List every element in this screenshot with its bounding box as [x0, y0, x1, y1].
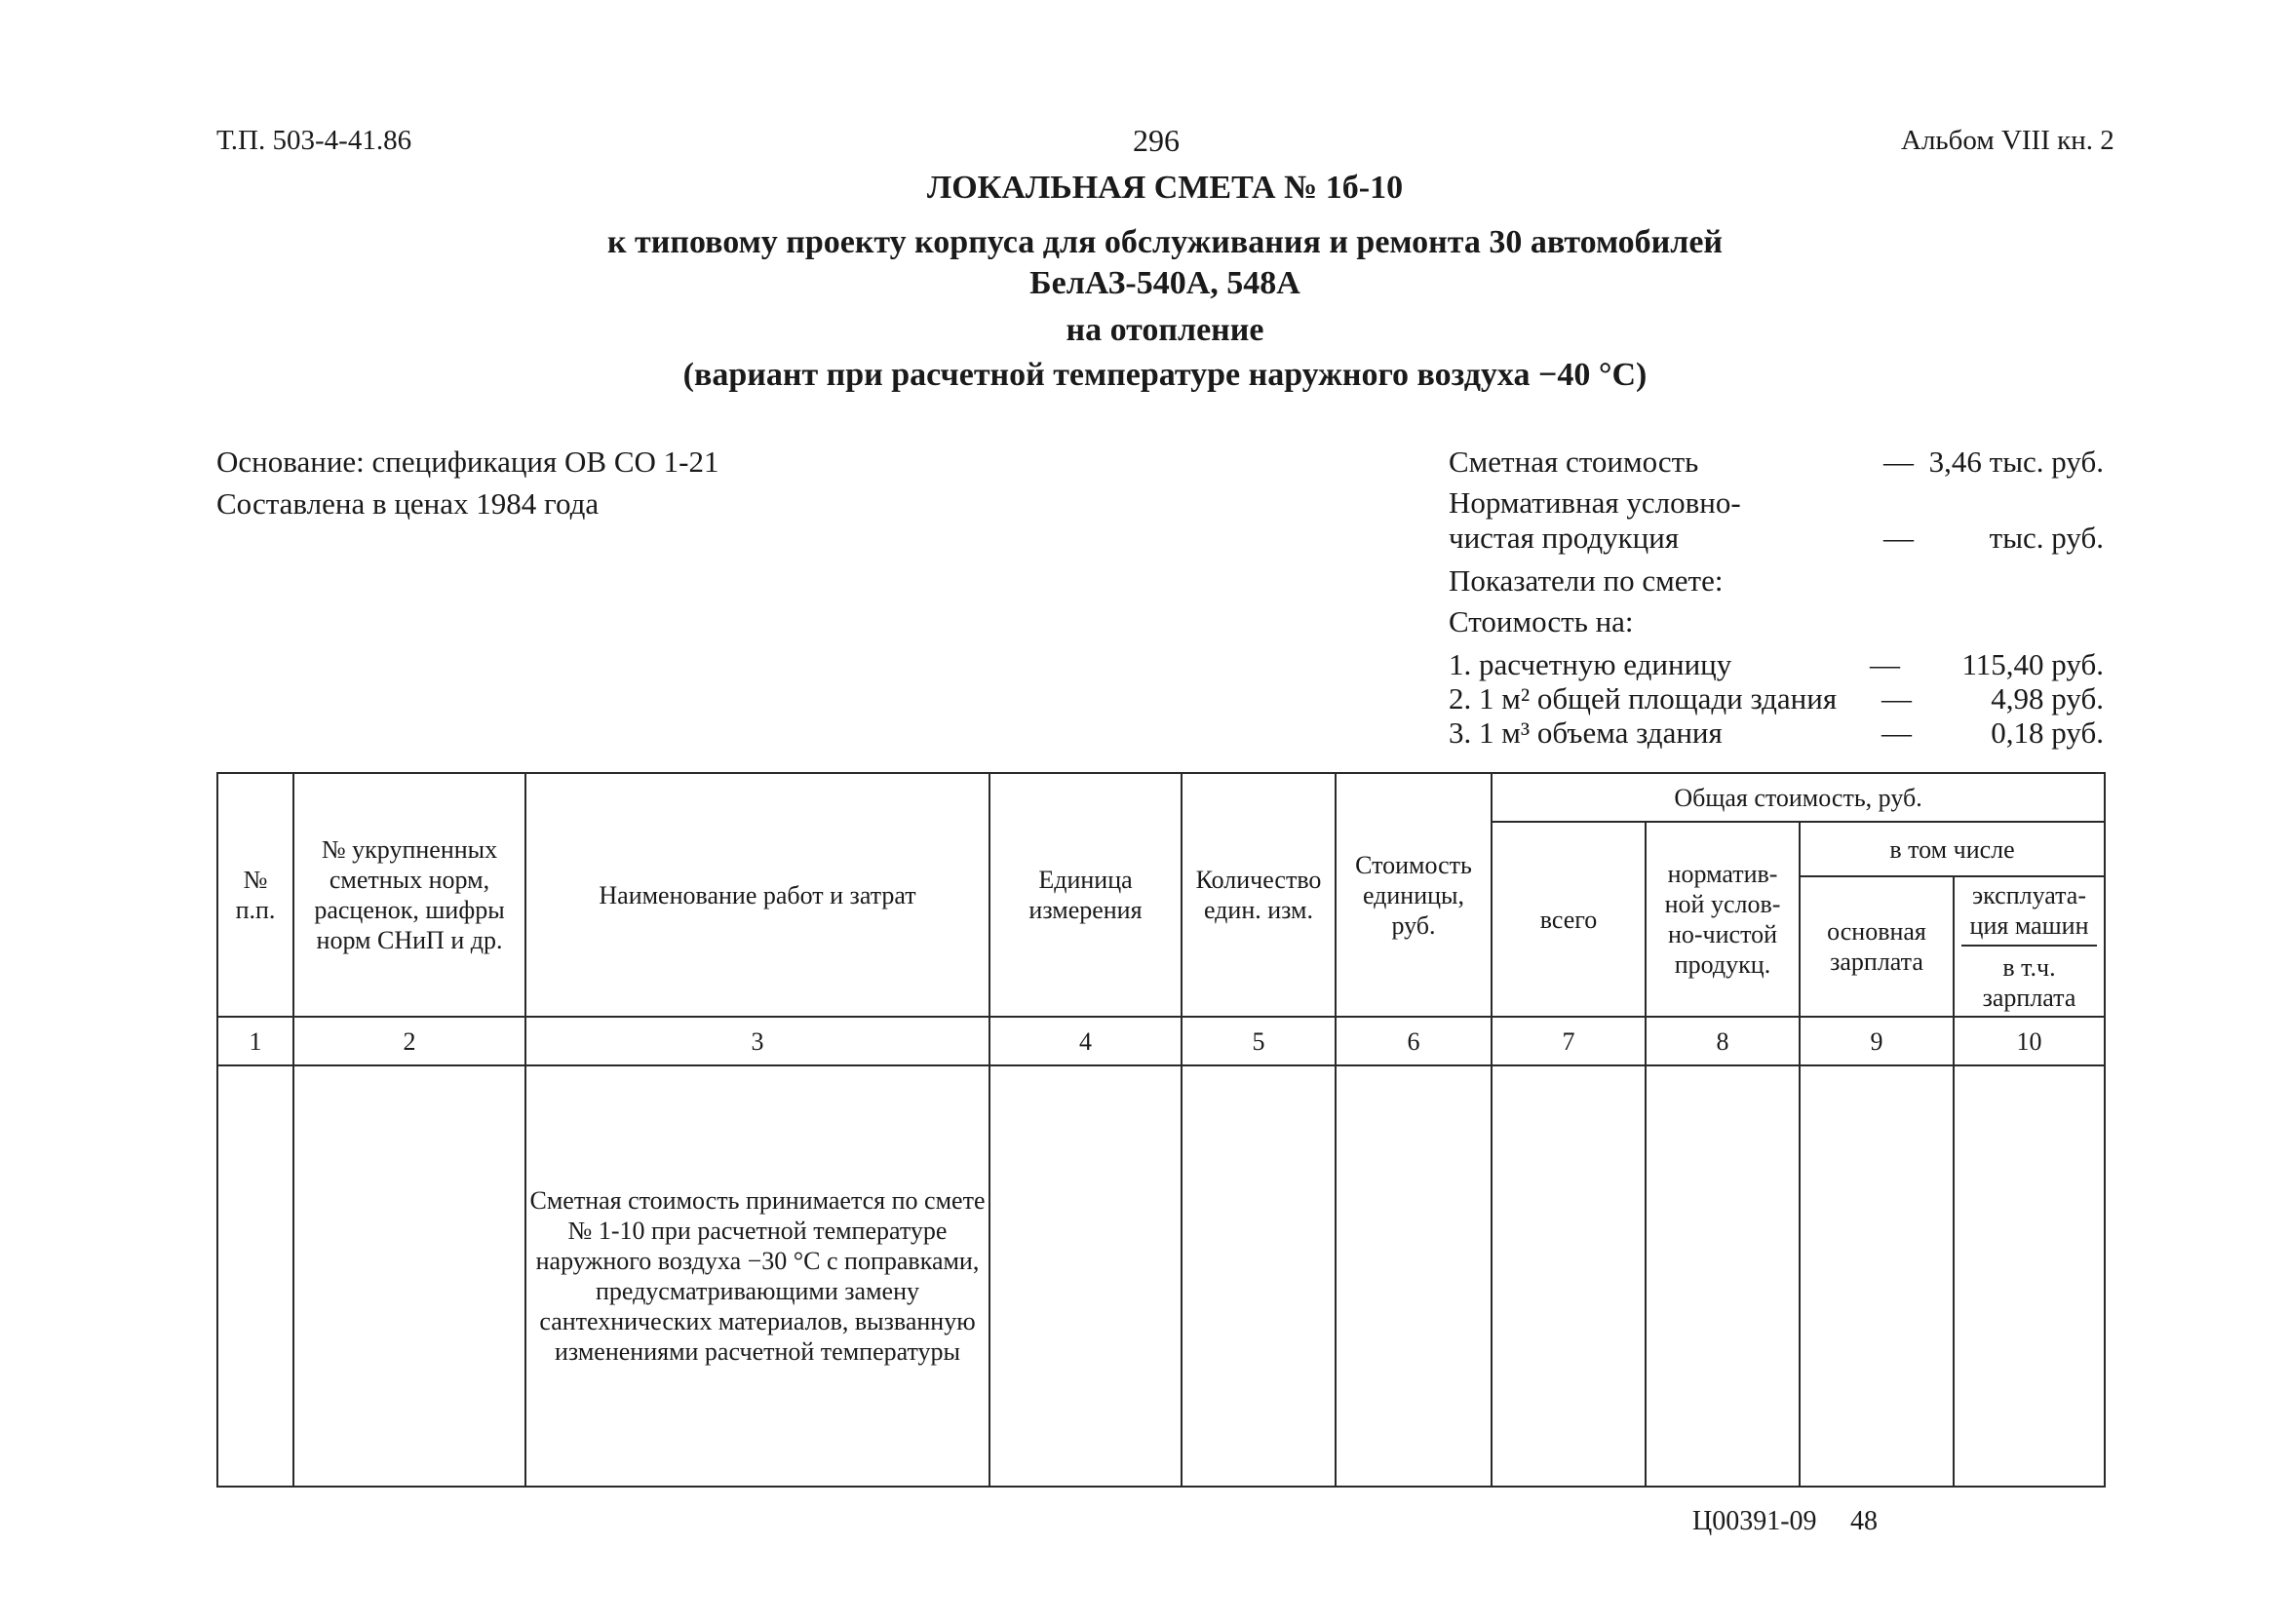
- header-norm-codes: № укрупненных сметных норм, расценок, шифры норм СНиП и др.: [293, 773, 525, 1017]
- header-machine-operation: [1954, 876, 2105, 1017]
- cost-value: 3,46 тыс. руб.: [1928, 445, 2104, 479]
- column-number: 5: [1182, 1017, 1336, 1065]
- header-normative: норматив-ной услов-но-чистой продукц.: [1646, 822, 1800, 1017]
- doc-code: Т.П. 503-4-41.86: [216, 125, 412, 156]
- indicator-value: 115,40 руб.: [1961, 647, 2104, 681]
- indicator-dash: —: [1870, 647, 1900, 681]
- column-number: 6: [1336, 1017, 1492, 1065]
- table-row: [217, 1065, 2105, 1487]
- footer-code: Ц00391-09: [1692, 1506, 1817, 1536]
- cost-per-label: Стоимость на:: [1449, 604, 1634, 638]
- header-row-number: № п.п.: [217, 773, 293, 1017]
- footer-page: 48: [1850, 1506, 1878, 1536]
- indicator-label: 1. расчетную единицу: [1449, 647, 1732, 681]
- cell-empty: [1336, 1065, 1492, 1487]
- column-number: 1: [217, 1017, 293, 1065]
- cell-empty: [217, 1065, 293, 1487]
- column-number: 2: [293, 1017, 525, 1065]
- cell-empty: [989, 1065, 1182, 1487]
- column-number: 10: [1954, 1017, 2105, 1065]
- header-including: в том числе: [1800, 822, 2105, 876]
- column-number: 8: [1646, 1017, 1800, 1065]
- header-machine-operation-top: эксплуата-ция машин: [1961, 880, 2097, 947]
- header-quantity: Количество един. изм.: [1182, 773, 1336, 1017]
- header-machine-operation-salary: в т.ч. зарплата: [1982, 953, 2076, 1012]
- indicator-label: 2. 1 м² общей площади здания: [1449, 681, 1838, 715]
- cost-dash: —: [1883, 445, 1914, 479]
- indicators-label: Показатели по смете:: [1449, 563, 1724, 598]
- cell-empty: [1954, 1065, 2105, 1487]
- estimate-subtitle: к типовому проекту корпуса для обслуживания и ремонта 30 автомобилей: [606, 224, 1724, 260]
- header-work-name: Наименование работ и затрат: [525, 773, 989, 1017]
- album-label: Альбом VIII кн. 2: [1901, 125, 2114, 156]
- page-number: 296: [1133, 123, 1180, 158]
- normative-label-2: чистая продукция: [1449, 521, 1680, 555]
- normative-label-1: Нормативная условно-: [1449, 485, 1741, 520]
- estimate-variant: (вариант при расчетной температуре наружного воздуха −40 °С): [682, 357, 1648, 393]
- column-number: 7: [1492, 1017, 1646, 1065]
- header-total-cost: Общая стоимость, руб.: [1492, 773, 2105, 822]
- normative-value: тыс. руб.: [1989, 521, 2104, 555]
- header-unit-cost: Стоимость единицы, руб.: [1336, 773, 1492, 1017]
- column-number-row: [217, 1017, 2105, 1065]
- indicator-dash: —: [1881, 681, 1912, 715]
- column-number: 3: [525, 1017, 989, 1065]
- estimate-title: ЛОКАЛЬНАЯ СМЕТА № 1б-10: [926, 170, 1404, 206]
- work-description: Сметная стоимость принимается по смете № 1-10 при расчетной температуре наружного воздуха −30 °С с поправками, предусматривающими замену сантехнических материалов, вызванную изменениями расчетной температуры: [525, 1065, 989, 1487]
- cell-empty: [1646, 1065, 1800, 1487]
- price-year: Составлена в ценах 1984 года: [216, 486, 600, 521]
- vehicle-models: БелАЗ-540А, 548А: [1029, 265, 1300, 301]
- column-number: 9: [1800, 1017, 1954, 1065]
- indicator-value: 0,18 руб.: [1991, 715, 2104, 750]
- basis-spec: Основание: спецификация ОВ СО 1-21: [216, 445, 719, 479]
- header-unit: Единица измерения: [989, 773, 1182, 1017]
- normative-dash: —: [1883, 521, 1914, 555]
- indicator-dash: —: [1881, 715, 1912, 750]
- cell-empty: [293, 1065, 525, 1487]
- column-number: 4: [989, 1017, 1182, 1065]
- estimate-table: [216, 772, 2106, 1488]
- cell-empty: [1800, 1065, 1954, 1487]
- estimate-purpose: на отопление: [1066, 312, 1264, 348]
- indicator-label: 3. 1 м³ объема здания: [1449, 715, 1723, 750]
- header-total: всего: [1492, 822, 1646, 1017]
- indicator-value: 4,98 руб.: [1991, 681, 2104, 715]
- cell-empty: [1492, 1065, 1646, 1487]
- cell-empty: [1182, 1065, 1336, 1487]
- header-base-salary: основная зарплата: [1800, 876, 1954, 1017]
- cost-label: Сметная стоимость: [1449, 445, 1699, 479]
